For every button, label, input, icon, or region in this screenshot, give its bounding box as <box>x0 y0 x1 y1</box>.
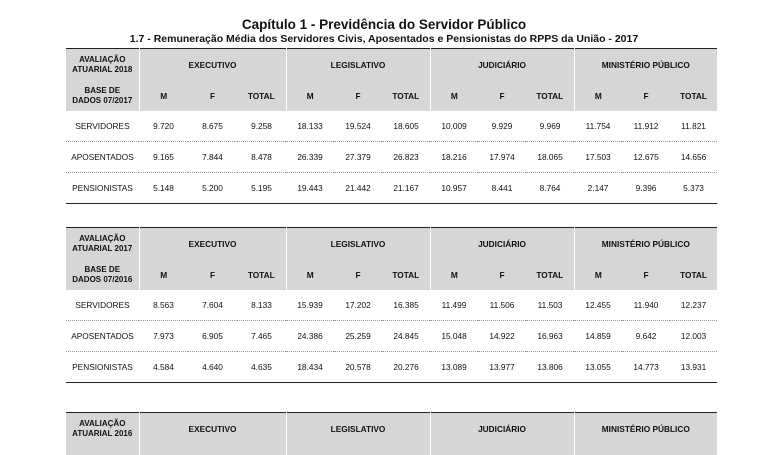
table-cell: 18.434 <box>286 352 334 383</box>
table-cell: 11.499 <box>430 290 478 321</box>
subheader-f: F <box>478 259 526 290</box>
table-cell: 4.640 <box>188 352 237 383</box>
table-cell: 19.443 <box>286 173 334 204</box>
page-subtitle: 1.7 - Remuneração Média dos Servidores Civis, Aposentados e Pensionistas do RPPS da União - 2017 <box>0 33 768 46</box>
subheader-total: TOTAL <box>237 259 286 290</box>
table-cell: 9.165 <box>139 142 188 173</box>
table-cell: 13.931 <box>670 352 717 383</box>
table-row <box>66 142 717 173</box>
table-cell: 5.195 <box>237 173 286 204</box>
subheader-f: F <box>334 80 382 111</box>
subheader-total: TOTAL <box>237 80 286 111</box>
table-cell: 25.259 <box>334 321 382 352</box>
table-cell: 27.379 <box>334 142 382 173</box>
subheader-m: M <box>574 259 622 290</box>
remuneration-table-3 <box>66 412 717 455</box>
table-cell: 8.441 <box>478 173 526 204</box>
table-cell: 4.584 <box>139 352 188 383</box>
table-cell: 12.237 <box>670 290 717 321</box>
table-header-row <box>66 228 717 260</box>
subheader-m: M <box>430 80 478 111</box>
table-cell: 7.465 <box>237 321 286 352</box>
table-cell: 7.604 <box>188 290 237 321</box>
table-cell: 13.806 <box>526 352 574 383</box>
table-cell: 8.133 <box>237 290 286 321</box>
table-cell: 17.974 <box>478 142 526 173</box>
group-header-legislativo: LEGISLATIVO <box>286 228 430 260</box>
row-label: APOSENTADOS <box>66 321 139 352</box>
row-label: APOSENTADOS <box>66 142 139 173</box>
table-cell: 15.939 <box>286 290 334 321</box>
table-cell: 12.675 <box>622 142 670 173</box>
table-cell: 13.089 <box>430 352 478 383</box>
table-cell: 12.003 <box>670 321 717 352</box>
group-header-executivo: EXECUTIVO <box>139 49 286 81</box>
row-label: SERVIDORES <box>66 111 139 142</box>
table-cell: 9.258 <box>237 111 286 142</box>
group-header-executivo: EXECUTIVO <box>139 413 286 455</box>
table-cell: 10.957 <box>430 173 478 204</box>
table-cell: 20.276 <box>382 352 430 383</box>
table-cell: 26.339 <box>286 142 334 173</box>
subheader-m: M <box>139 259 188 290</box>
subheader-total: TOTAL <box>526 259 574 290</box>
table-cell: 15.048 <box>430 321 478 352</box>
subheader-f: F <box>622 259 670 290</box>
page-title: Capítulo 1 - Previdência do Servidor Público <box>0 17 768 33</box>
table-cell: 7.844 <box>188 142 237 173</box>
table-cell: 19.524 <box>334 111 382 142</box>
table-cell: 14.922 <box>478 321 526 352</box>
table-row <box>66 352 717 383</box>
subheader-total: TOTAL <box>526 80 574 111</box>
table-cell: 11.754 <box>574 111 622 142</box>
table-cell: 18.133 <box>286 111 334 142</box>
table-cell: 18.065 <box>526 142 574 173</box>
table-cell: 8.563 <box>139 290 188 321</box>
table-row <box>66 173 717 204</box>
table-cell: 11.940 <box>622 290 670 321</box>
table-cell: 13.055 <box>574 352 622 383</box>
group-header-judiciario: JUDICIÁRIO <box>430 413 574 455</box>
table-cell: 21.167 <box>382 173 430 204</box>
group-header-judiciario: JUDICIÁRIO <box>430 49 574 81</box>
subheader-total: TOTAL <box>382 259 430 290</box>
table-cell: 8.764 <box>526 173 574 204</box>
table-cell: 24.845 <box>382 321 430 352</box>
table-cell: 18.605 <box>382 111 430 142</box>
table-cell: 14.859 <box>574 321 622 352</box>
remuneration-table-2 <box>66 227 717 383</box>
table-cell: 11.506 <box>478 290 526 321</box>
table-cell: 6.905 <box>188 321 237 352</box>
subheader-f: F <box>478 80 526 111</box>
table-row <box>66 321 717 352</box>
table-cell: 17.202 <box>334 290 382 321</box>
table-subheader-row <box>66 80 717 111</box>
table-cell: 2.147 <box>574 173 622 204</box>
base-dados-header: BASE DE DADOS 07/2017 <box>66 80 139 111</box>
table-cell: 24.386 <box>286 321 334 352</box>
subheader-m: M <box>286 80 334 111</box>
group-header-ministerio-publico: MINISTÉRIO PÚBLICO <box>574 413 717 455</box>
group-header-judiciario: JUDICIÁRIO <box>430 228 574 260</box>
base-dados-header: BASE DE DADOS 07/2016 <box>66 259 139 290</box>
table-subheader-row <box>66 259 717 290</box>
subheader-total: TOTAL <box>670 259 717 290</box>
group-header-ministerio-publico: MINISTÉRIO PÚBLICO <box>574 228 717 260</box>
table-cell: 5.200 <box>188 173 237 204</box>
subheader-m: M <box>286 259 334 290</box>
subheader-f: F <box>622 80 670 111</box>
table-row <box>66 111 717 142</box>
subheader-m: M <box>574 80 622 111</box>
group-header-legislativo: LEGISLATIVO <box>286 413 430 455</box>
table-cell: 9.929 <box>478 111 526 142</box>
row-label: SERVIDORES <box>66 290 139 321</box>
table-cell: 9.642 <box>622 321 670 352</box>
table-cell: 21.442 <box>334 173 382 204</box>
subheader-total: TOTAL <box>670 80 717 111</box>
table-cell: 8.478 <box>237 142 286 173</box>
group-header-executivo: EXECUTIVO <box>139 228 286 260</box>
table-cell: 5.148 <box>139 173 188 204</box>
row-label: PENSIONISTAS <box>66 173 139 204</box>
table-cell: 9.396 <box>622 173 670 204</box>
row-label: PENSIONISTAS <box>66 352 139 383</box>
table-cell: 8.675 <box>188 111 237 142</box>
group-header-ministerio-publico: MINISTÉRIO PÚBLICO <box>574 49 717 81</box>
table-cell: 11.821 <box>670 111 717 142</box>
avaliacao-header: AVALIAÇÃO ATUARIAL 2018 <box>66 49 139 81</box>
subheader-total: TOTAL <box>382 80 430 111</box>
avaliacao-header: AVALIAÇÃO ATUARIAL 2016 <box>66 413 139 455</box>
subheader-m: M <box>139 80 188 111</box>
avaliacao-header: AVALIAÇÃO ATUARIAL 2017 <box>66 228 139 260</box>
table-cell: 14.656 <box>670 142 717 173</box>
table-cell: 12.455 <box>574 290 622 321</box>
subheader-f: F <box>188 80 237 111</box>
table-cell: 26.823 <box>382 142 430 173</box>
table-cell: 11.912 <box>622 111 670 142</box>
table-cell: 16.963 <box>526 321 574 352</box>
table-cell: 5.373 <box>670 173 717 204</box>
subheader-m: M <box>430 259 478 290</box>
table-cell: 16.385 <box>382 290 430 321</box>
table-cell: 10.009 <box>430 111 478 142</box>
group-header-legislativo: LEGISLATIVO <box>286 49 430 81</box>
table-row <box>66 290 717 321</box>
table-header-row <box>66 49 717 81</box>
table-cell: 14.773 <box>622 352 670 383</box>
subheader-f: F <box>188 259 237 290</box>
table-cell: 7.973 <box>139 321 188 352</box>
table-cell: 11.503 <box>526 290 574 321</box>
table-header-row <box>66 413 717 455</box>
table-cell: 4.635 <box>237 352 286 383</box>
table-cell: 20.578 <box>334 352 382 383</box>
table-cell: 9.720 <box>139 111 188 142</box>
table-cell: 17.503 <box>574 142 622 173</box>
table-cell: 18.216 <box>430 142 478 173</box>
table-cell: 9.969 <box>526 111 574 142</box>
subheader-f: F <box>334 259 382 290</box>
remuneration-table-1 <box>66 48 717 204</box>
table-cell: 13.977 <box>478 352 526 383</box>
